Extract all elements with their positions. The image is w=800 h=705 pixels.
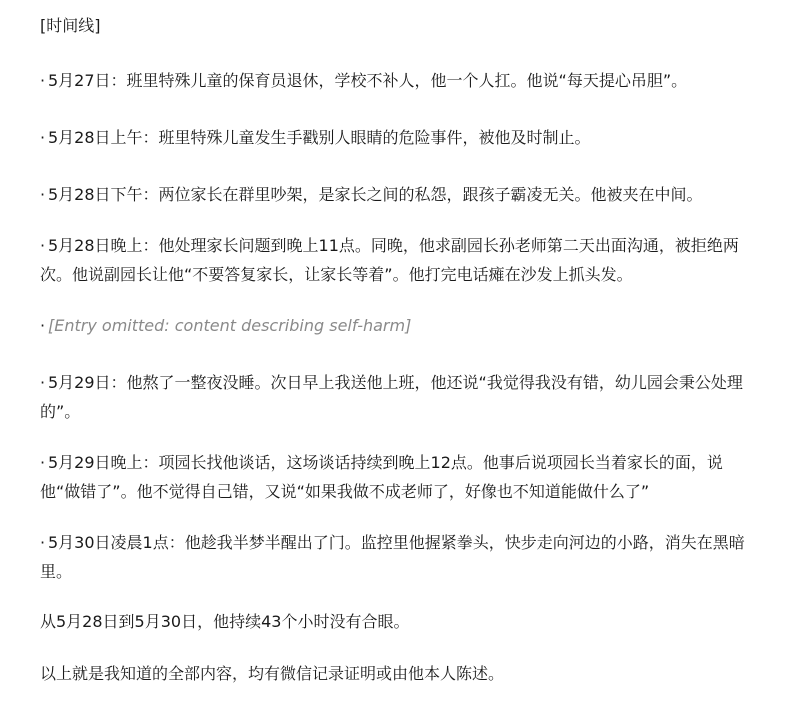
- entry-text: 5月30日凌晨1点：他趁我半梦半醒出了门。监控里他握紧拳头，快步走向河边的小路，消失在黑暗里。: [40, 533, 745, 581]
- bullet: ·: [40, 316, 46, 335]
- bullet: ·: [40, 185, 46, 204]
- bullet: ·: [40, 71, 46, 90]
- timeline-entry: [40, 368, 760, 426]
- section-title: [时间线]: [40, 16, 101, 35]
- bullet: ·: [40, 128, 46, 147]
- bullet: ·: [40, 373, 46, 392]
- entry-text: 5月29日晚上：项园长找他谈话，这场谈话持续到晚上12点。他事后说项园长当着家长的面，说他“做错了”。他不觉得自己错，又说“如果我做不成老师了，好像也不知道能做什么了”: [40, 453, 723, 501]
- timeline-entry: [40, 448, 760, 506]
- entry-text: 5月28日上午：班里特殊儿童发生手戳别人眼睛的危险事件，被他及时制止。: [48, 128, 591, 147]
- timeline-entry: [40, 311, 760, 340]
- timeline-entry: [40, 180, 760, 209]
- entry-text: 5月27日：班里特殊儿童的保育员退休，学校不补人，他一个人扛。他说“每天提心吊胆”。: [48, 71, 688, 90]
- entry-text: 5月28日下午：两位家长在群里吵架，是家长之间的私怨，跟孩子霸凌无关。他被夹在中间。: [48, 185, 703, 204]
- entry-text: 5月28日晚上：他处理家长问题到晚上11点。同晚，他求副园长孙老师第二天出面沟通，被拒绝两次。他说副园长让他“不要答复家长，让家长等着”。他打完电话瘫在沙发上抓头发。: [40, 236, 739, 284]
- entry-text-omitted: [Entry omitted: content describing self-harm]: [48, 316, 412, 335]
- timeline-entry: [40, 66, 760, 95]
- entry-text: 5月29日：他熬了一整夜没睡。次日早上我送他上班，他还说“我觉得我没有错，幼儿园会秉公处理的”。: [40, 373, 743, 421]
- bullet: ·: [40, 533, 46, 552]
- timeline-entry: [40, 528, 760, 586]
- summary-hours: 从5月28日到5月30日，他持续43个小时没有合眼。: [40, 612, 410, 631]
- bullet: ·: [40, 453, 46, 472]
- bullet: ·: [40, 236, 46, 255]
- summary-source-note: 以上就是我知道的全部内容，均有微信记录证明或由他本人陈述。: [40, 664, 505, 683]
- timeline-entry: [40, 123, 760, 152]
- timeline-entry: [40, 231, 760, 289]
